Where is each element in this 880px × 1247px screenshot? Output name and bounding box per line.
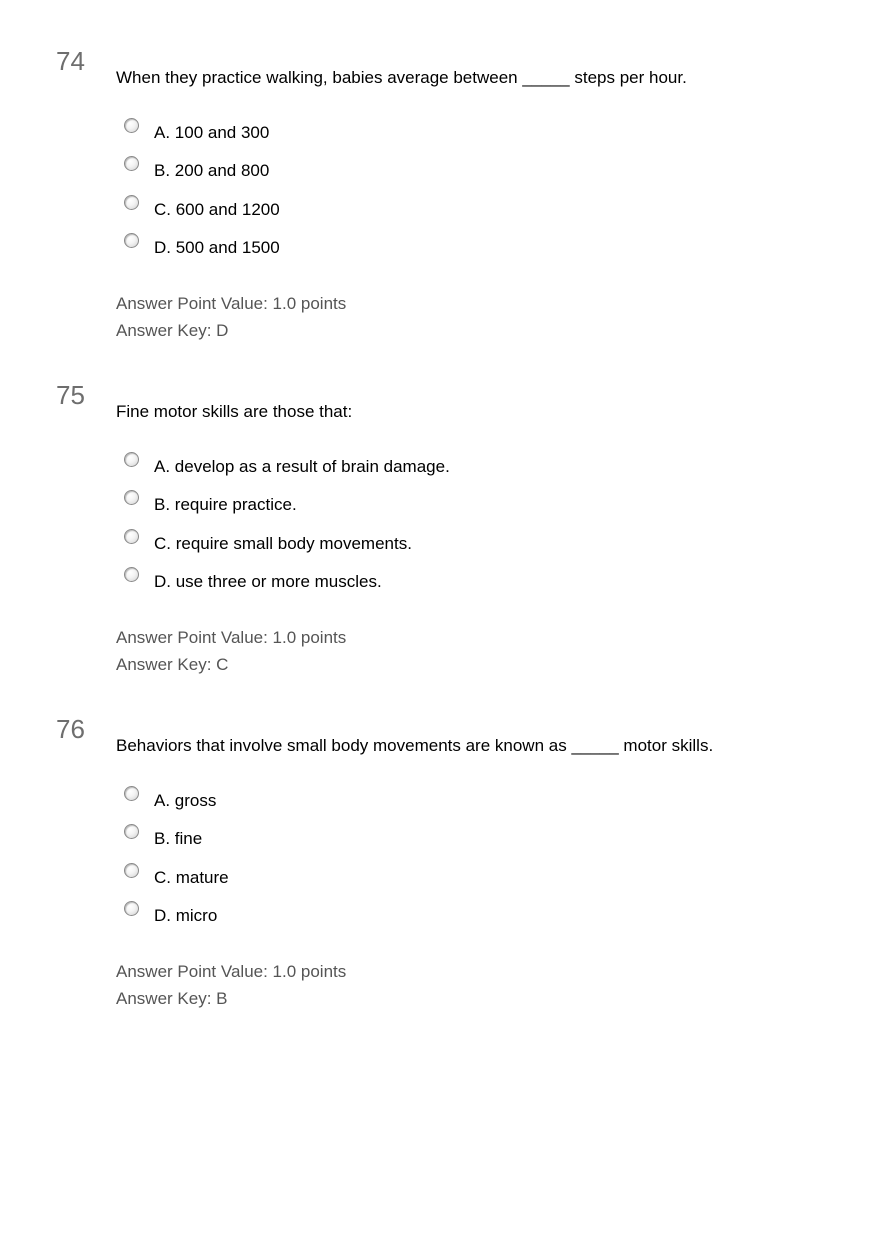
answer-options <box>124 452 450 606</box>
radio-button[interactable] <box>124 901 139 916</box>
option-label: D. 500 and 1500 <box>154 238 280 258</box>
answer-option[interactable] <box>124 490 450 528</box>
answer-option[interactable] <box>124 529 450 567</box>
radio-button[interactable] <box>124 863 139 878</box>
answer-point-value: Answer Point Value: 1.0 points <box>116 628 347 647</box>
answer-key: Answer Key: D <box>116 321 229 340</box>
answer-option[interactable] <box>124 901 229 939</box>
answer-option[interactable] <box>124 195 280 233</box>
answer-point-value: Answer Point Value: 1.0 points <box>116 294 347 313</box>
answer-options <box>124 118 280 272</box>
answer-options <box>124 786 229 940</box>
answer-option[interactable] <box>124 567 450 605</box>
answer-option[interactable] <box>124 156 280 194</box>
answer-key: Answer Key: B <box>116 989 228 1008</box>
radio-button[interactable] <box>124 195 139 210</box>
answer-option[interactable] <box>124 452 450 490</box>
radio-button[interactable] <box>124 786 139 801</box>
radio-button[interactable] <box>124 233 139 248</box>
question-number: 75 <box>56 380 85 410</box>
question-text: When they practice walking, babies average between _____ steps per hour. <box>116 68 687 87</box>
answer-option[interactable] <box>124 233 280 271</box>
radio-button[interactable] <box>124 156 139 171</box>
option-label: B. fine <box>154 829 203 849</box>
option-label: C. 600 and 1200 <box>154 199 280 219</box>
option-label: A. 100 and 300 <box>154 123 270 142</box>
answer-key: Answer Key: C <box>116 655 229 674</box>
answer-option[interactable] <box>124 824 229 862</box>
radio-button[interactable] <box>124 118 139 133</box>
question-number: 74 <box>56 46 85 76</box>
radio-button[interactable] <box>124 529 139 544</box>
question-text: Fine motor skills are those that: <box>116 402 353 421</box>
option-label: A. gross <box>154 791 217 810</box>
radio-button[interactable] <box>124 824 139 839</box>
answer-option[interactable] <box>124 118 280 156</box>
option-label: C. mature <box>154 867 229 887</box>
option-label: D. use three or more muscles. <box>154 572 382 592</box>
option-label: C. require small body movements. <box>154 533 412 553</box>
answer-option[interactable] <box>124 786 229 824</box>
option-label: D. micro <box>154 906 218 926</box>
question-number: 76 <box>56 714 85 744</box>
option-label: B. 200 and 800 <box>154 161 270 181</box>
option-label: A. develop as a result of brain damage. <box>154 457 450 476</box>
radio-button[interactable] <box>124 567 139 582</box>
answer-option[interactable] <box>124 863 229 901</box>
radio-button[interactable] <box>124 452 139 467</box>
question-text: Behaviors that involve small body movements are known as _____ motor skills. <box>116 736 714 755</box>
radio-button[interactable] <box>124 490 139 505</box>
answer-point-value: Answer Point Value: 1.0 points <box>116 962 347 981</box>
option-label: B. require practice. <box>154 495 297 515</box>
